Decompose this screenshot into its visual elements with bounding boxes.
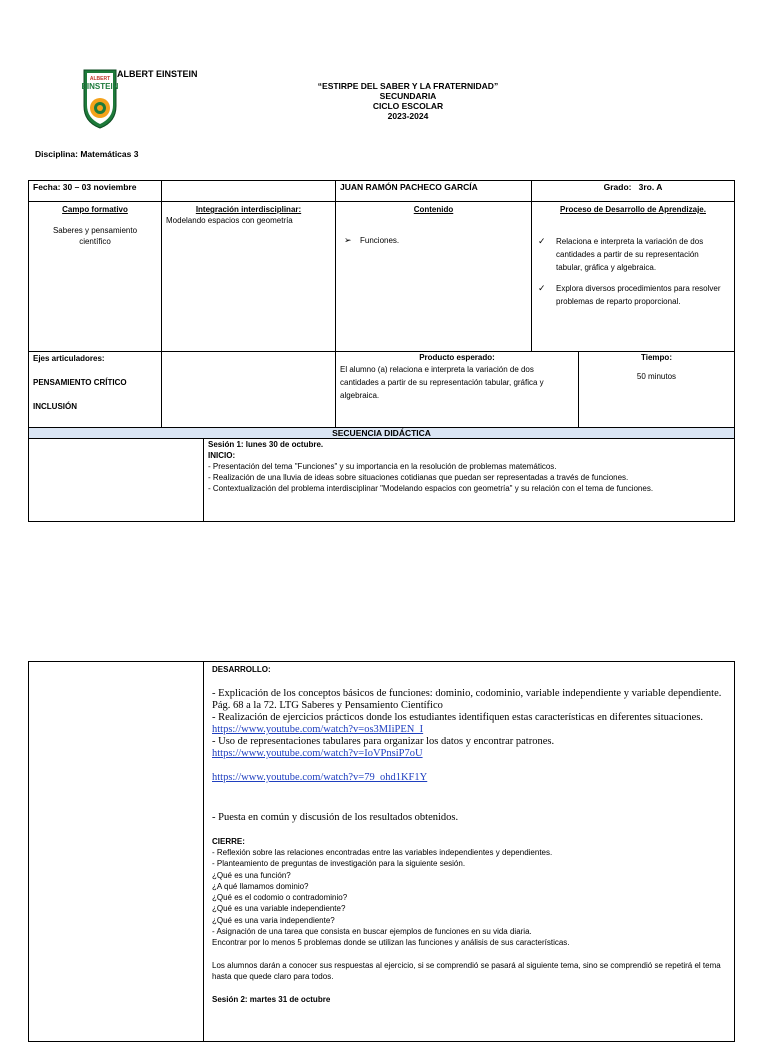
cycle-label: CICLO ESCOLAR: [372, 101, 444, 111]
secuencia-title: SECUENCIA DIDÁCTICA: [29, 428, 735, 439]
school-level: SECUNDARIA: [379, 91, 437, 101]
desarrollo-cell: [204, 662, 735, 1042]
cierre-item: ¿Qué es una varia independiente?: [212, 915, 335, 925]
pda-item: ✓ Relaciona e interpreta la variación de dos cantidades a partir de su representación tabular, gráfica y algebraica.: [536, 235, 722, 274]
fecha-cell: Fecha: 30 – 03 noviembre: [29, 181, 162, 202]
contenido-title: Contenido: [413, 205, 454, 214]
planning-table: [28, 180, 735, 428]
desarrollo-p3: - Uso de representaciones tabulares para organizar los datos y encontrar patrones.: [212, 736, 555, 747]
producto-title: Producto esperado:: [419, 353, 495, 362]
contenido-list: [340, 235, 527, 246]
pda-list: [536, 235, 722, 308]
cierre-closing: Los alumnos darán a conocer sus respuestas al ejercicio, si se comprendió se pasará al siguiente tema, sino se comprendió se repetirá el tema hasta que quede claro para todos.: [212, 960, 721, 981]
cierre-item: Encontrar por lo menos 5 problemas donde se utilizan las funciones y análisis de sus características.: [212, 938, 570, 948]
cierre-item: - Planteamiento de preguntas de investigación para la siguiente sesión.: [212, 859, 466, 869]
empty-cell: [162, 181, 336, 202]
teacher-name: JUAN RAMÓN PACHECO GARCÍA: [336, 181, 532, 202]
ejes-cell: [29, 352, 162, 428]
video-link-1[interactable]: https://www.youtube.com/watch?v=os3MIiPEN_I: [212, 724, 424, 735]
logo-text-top: ALBERT: [89, 76, 111, 82]
ejes-title: Ejes articuladores:: [33, 354, 105, 363]
grado-label: Grado:: [603, 182, 632, 192]
inicio-title: INICIO:: [208, 451, 236, 460]
integracion-value: Modelando espacios con geometría: [166, 216, 293, 225]
video-link-2[interactable]: https://www.youtube.com/watch?v=IoVPnsiP7oU: [212, 748, 423, 759]
disciplina-label: Disciplina: Matemáticas 3: [35, 149, 139, 159]
tiempo-title: Tiempo:: [641, 353, 672, 362]
inicio-item: - Contextualización del problema interdisciplinar "Modelando espacios con geometría" y su relación con el tema de funciones.: [208, 484, 654, 493]
producto-value: El alumno (a) relaciona e interpreta la variación de dos cantidades a partir de su representación tabular, gráfica y algebraica.: [340, 365, 544, 400]
empty-cell: [162, 352, 336, 428]
pda-cell: [532, 202, 735, 352]
tiempo-cell: [579, 352, 735, 428]
integracion-title: Integración interdisciplinar:: [195, 205, 302, 214]
integracion-cell: [162, 202, 336, 352]
campo-formativo-cell: [29, 202, 162, 352]
session2-title: Sesión 2: martes 31 de octubre: [212, 994, 331, 1004]
pda-item: ✓ Explora diversos procedimientos para resolver problemas de reparto proporcional.: [536, 282, 722, 308]
desarrollo-text: [212, 688, 728, 824]
cierre-item: ¿Qué es una función?: [212, 870, 291, 880]
inicio-item: - Presentación del tema "Funciones" y su importancia en la resolución de problemas matemáticos.: [208, 462, 557, 471]
desarrollo-title: DESARROLLO:: [212, 665, 271, 674]
cierre-list: [212, 847, 728, 949]
logo-text-main: EINSTEIN: [81, 82, 119, 91]
ejes-item: INCLUSIÓN: [33, 402, 77, 411]
inicio-item: - Realización de una lluvia de ideas sobre situaciones cotidianas que puedan ser representadas a través de funciones.: [208, 473, 629, 482]
producto-cell: [336, 352, 579, 428]
school-motto: “ESTIRPE DEL SABER Y LA FRATERNIDAD”: [317, 81, 499, 91]
cierre-item: - Asignación de una tarea que consista en buscar ejemplos de funciones en su vida diaria.: [212, 927, 532, 937]
pda-title: Proceso de Desarrollo de Aprendizaje.: [560, 205, 706, 214]
video-link-3[interactable]: https://www.youtube.com/watch?v=79_ohd1KF1Y: [212, 772, 428, 783]
grado-value: 3ro. A: [638, 182, 663, 192]
school-logo: [80, 68, 120, 130]
cycle-years: 2023-2024: [387, 111, 429, 121]
campo-formativo-value: Saberes y pensamiento científico: [52, 226, 138, 246]
desarrollo-table: [28, 661, 735, 1042]
tiempo-value: 50 minutos: [636, 372, 677, 381]
cierre-title: CIERRE:: [212, 837, 245, 846]
cierre-item: ¿Qué es el codomio o contradominio?: [212, 893, 348, 903]
contenido-cell: [336, 202, 532, 352]
session1-title: Sesión 1: lunes 30 de octubre.: [208, 440, 324, 449]
cierre-item: - Reflexión sobre las relaciones encontradas entre las variables independientes y dependientes.: [212, 848, 553, 857]
document-header: [250, 81, 566, 121]
desarrollo-p1: - Explicación de los conceptos básicos de funciones: dominio, codominio, variable independiente y variable dependiente. Pág. 68 a la 72. LTG Saberes y Pensamiento Científico: [212, 688, 722, 711]
secuencia-table: [28, 427, 735, 522]
contenido-item: ➢ Funciones.: [340, 235, 527, 246]
desarrollo-p2: - Realización de ejercicios prácticos donde los estudiantes identifiquen estas características en diferentes situaciones.: [212, 712, 703, 723]
empty-cell: [29, 662, 204, 1042]
session1-cell: [204, 439, 735, 522]
empty-cell: [29, 439, 204, 522]
ejes-item: PENSAMIENTO CRÍTICO: [33, 378, 127, 387]
desarrollo-p4: - Puesta en común y discusión de los resultados obtenidos.: [212, 812, 459, 823]
grado-cell: [532, 181, 735, 202]
cierre-item: ¿Qué es una variable independiente?: [212, 904, 346, 914]
school-name: ALBERT EINSTEIN: [117, 69, 198, 79]
campo-formativo-title: Campo formativo: [62, 205, 128, 214]
cierre-item: ¿A qué llamamos dominio?: [212, 881, 309, 891]
